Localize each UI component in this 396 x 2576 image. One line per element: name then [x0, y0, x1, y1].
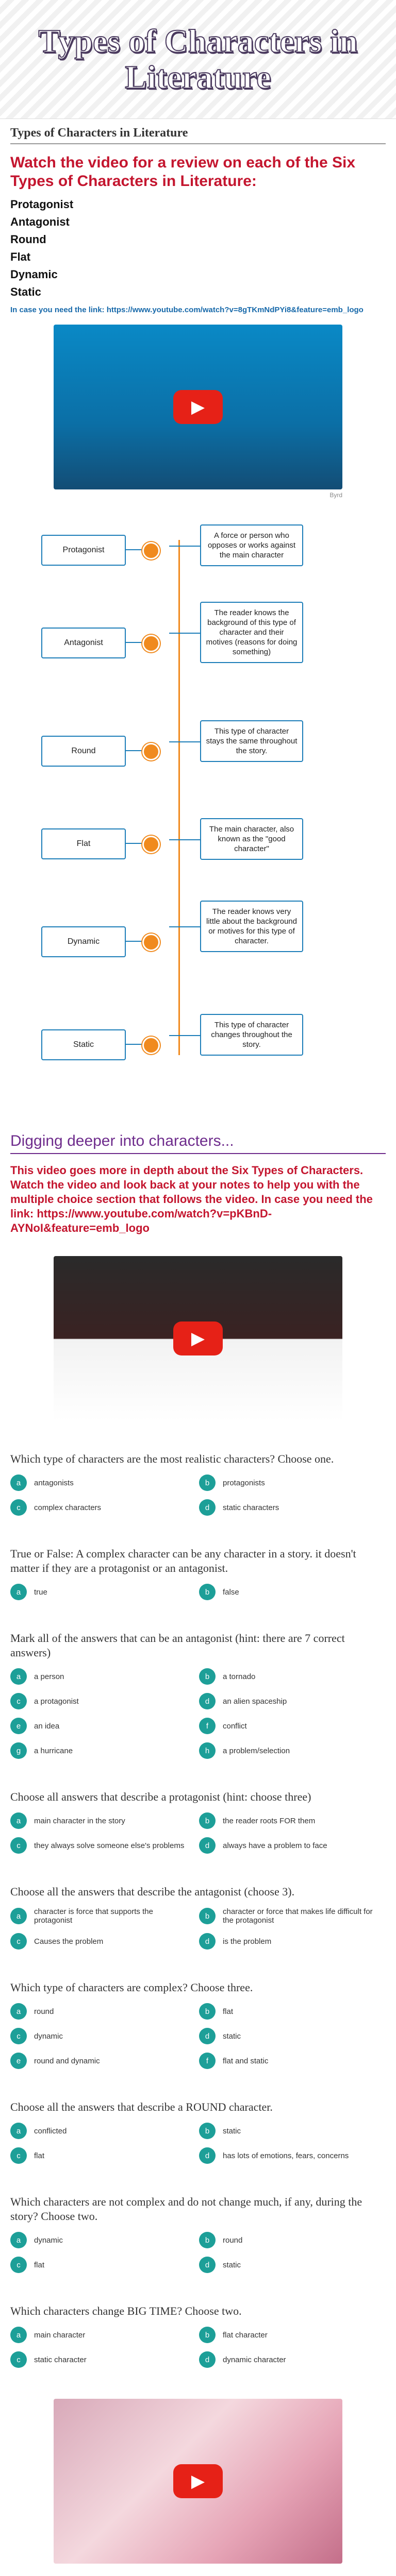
answer-option[interactable]	[10, 2351, 186, 2368]
answer-option[interactable]	[10, 1475, 186, 1491]
option-label: a person	[34, 1672, 64, 1681]
option-label: a hurricane	[34, 1746, 73, 1755]
answer-option[interactable]	[10, 1499, 186, 1516]
flow-character-box[interactable]: Antagonist	[41, 628, 126, 658]
answer-option[interactable]	[10, 1812, 186, 1829]
flow-definition-box[interactable]: The reader knows the background of this type of character and their motives (reasons for doing something)	[200, 602, 303, 663]
answer-option[interactable]	[199, 2351, 374, 2368]
intro-instructions: Watch the video for a review on each of the Six Types of Characters in Literature:	[10, 154, 356, 190]
option-letter-badge[interactable]: d	[199, 1499, 216, 1516]
question-text: Choose all the answers that describe the antagonist (choose 3).	[10, 1885, 295, 1898]
answer-option[interactable]	[199, 2123, 374, 2139]
answer-option[interactable]	[10, 1837, 186, 1854]
video-embed-2[interactable]	[54, 1256, 342, 1421]
answer-options	[10, 2003, 386, 2069]
option-label: character is force that supports the protagonist	[34, 1907, 153, 1925]
option-label: has lots of emotions, fears, concerns	[223, 2151, 349, 2160]
flow-definition-box[interactable]: The main character, also known as the "good character"	[200, 818, 303, 860]
option-label: flat	[223, 2007, 234, 2016]
play-icon[interactable]: ▶	[173, 390, 223, 424]
option-label: static character	[34, 2355, 87, 2364]
option-label: an alien spaceship	[223, 1697, 287, 1706]
question-block	[10, 1980, 386, 2069]
answer-option[interactable]	[199, 2232, 374, 2248]
option-label: a problem/selection	[223, 1746, 290, 1755]
option-letter-badge[interactable]: b	[199, 2003, 216, 2020]
answer-option[interactable]	[199, 1812, 374, 1829]
answer-option[interactable]	[199, 2147, 374, 2164]
option-label: true	[34, 1587, 47, 1597]
option-letter-badge[interactable]: c	[10, 2257, 27, 2273]
option-label: flat and static	[223, 2056, 269, 2065]
option-letter-badge[interactable]: c	[10, 2147, 27, 2164]
answer-option[interactable]	[10, 1933, 186, 1950]
answer-option[interactable]	[199, 1584, 374, 1600]
quiz-section	[10, 1452, 386, 2576]
option-letter-badge[interactable]: b	[199, 1584, 216, 1600]
option-letter-badge[interactable]: f	[199, 1718, 216, 1734]
option-letter-badge[interactable]: b	[199, 1908, 216, 1924]
option-letter-badge[interactable]: b	[199, 2327, 216, 2343]
flow-character-box[interactable]: Protagonist	[41, 535, 126, 566]
option-letter-badge[interactable]: d	[199, 2028, 216, 2044]
option-letter-badge[interactable]: a	[10, 1668, 27, 1685]
answer-option[interactable]	[199, 2003, 374, 2020]
option-letter-badge[interactable]: a	[10, 1812, 27, 1829]
option-letter-badge[interactable]: d	[199, 2257, 216, 2273]
option-letter-badge[interactable]: b	[199, 1475, 216, 1491]
video-embed-3[interactable]	[54, 2399, 342, 2564]
answer-option[interactable]	[10, 1907, 186, 1925]
answer-option[interactable]	[199, 1718, 374, 1734]
answer-option[interactable]	[10, 1584, 186, 1600]
answer-options	[10, 1668, 386, 1759]
option-label: protagonists	[223, 1478, 265, 1487]
question-block	[10, 1790, 386, 1854]
flow-node-icon	[142, 836, 160, 853]
digging-deeper-text: This video goes more in depth about the Six Types of Characters. Watch the video and look back at your notes to help you with the multiple choice section that follows the video. In case you need the link: https://www.youtube.com/watch?v=pKBnD-AYNoI&feature=emb_logo	[10, 1164, 373, 1234]
answer-option[interactable]	[10, 1718, 186, 1734]
section-title: Types of Characters in Literature	[10, 119, 386, 144]
answer-options	[10, 2327, 386, 2368]
answer-option[interactable]	[199, 1475, 374, 1491]
answer-option[interactable]	[199, 1837, 374, 1854]
term-item: Dynamic	[10, 268, 58, 281]
question-text: Which type of characters are the most realistic characters? Choose one.	[10, 1452, 334, 1465]
option-label: character or force that makes life difficult for the protagonist	[223, 1907, 373, 1925]
character-matching-flowchart	[10, 519, 386, 1096]
play-icon[interactable]: ▶	[173, 2464, 223, 2498]
option-label: false	[223, 1587, 239, 1597]
option-letter-badge[interactable]: d	[199, 1837, 216, 1854]
option-label: a protagonist	[34, 1697, 79, 1706]
answer-option[interactable]	[10, 1693, 186, 1709]
answer-option[interactable]	[199, 2257, 374, 2273]
term-item: Protagonist	[10, 198, 74, 211]
question-block	[10, 1631, 386, 1759]
option-label: static	[223, 2031, 241, 2041]
answer-option[interactable]	[199, 2327, 374, 2343]
flow-character-box[interactable]: Dynamic	[41, 926, 126, 957]
option-label: conflicted	[34, 2126, 67, 2136]
option-letter-badge[interactable]: a	[10, 2327, 27, 2343]
option-label: static	[223, 2260, 241, 2269]
header-banner	[0, 0, 396, 119]
answer-option[interactable]	[199, 1907, 374, 1925]
question-block	[10, 2195, 386, 2273]
option-letter-badge[interactable]: b	[199, 1812, 216, 1829]
flow-node-icon	[142, 743, 160, 760]
answer-option[interactable]	[10, 2123, 186, 2139]
answer-option[interactable]	[199, 2053, 374, 2069]
terms-list	[10, 198, 386, 299]
option-label: always have a problem to face	[223, 1841, 327, 1850]
play-icon[interactable]: ▶	[173, 1321, 223, 1355]
digging-deeper-title: Digging deeper into characters...	[10, 1127, 386, 1154]
page-title: Types of Characters in Literature	[38, 23, 358, 95]
answer-options	[10, 1812, 386, 1854]
flow-node-icon	[142, 542, 160, 560]
option-letter-badge[interactable]: f	[199, 2053, 216, 2069]
option-letter-badge[interactable]: a	[10, 2123, 27, 2139]
answer-option[interactable]	[10, 1742, 186, 1759]
answer-options	[10, 1475, 386, 1516]
option-label: dynamic	[34, 2031, 63, 2041]
option-label: an idea	[34, 1721, 60, 1731]
answer-option[interactable]	[10, 2147, 186, 2164]
option-letter-badge[interactable]: c	[10, 1837, 27, 1854]
question-text: Choose all answers that describe a protagonist (hint: choose three)	[10, 1790, 311, 1803]
video-credit: Byrd	[329, 492, 342, 499]
flow-definition-box[interactable]: The reader knows very little about the background or motives for this type of character.	[200, 901, 303, 952]
option-letter-badge[interactable]: b	[199, 2232, 216, 2248]
option-label: flat	[34, 2151, 45, 2160]
question-text: Mark all of the answers that can be an antagonist (hint: there are 7 correct answers)	[10, 1632, 345, 1659]
option-label: dynamic character	[223, 2355, 286, 2364]
option-letter-badge[interactable]: c	[10, 1933, 27, 1950]
option-letter-badge[interactable]: b	[199, 2123, 216, 2139]
term-item: Antagonist	[10, 215, 70, 228]
option-letter-badge[interactable]: b	[199, 1668, 216, 1685]
flow-definition-box[interactable]: A force or person who opposes or works against the main character	[200, 524, 303, 566]
option-letter-badge[interactable]: d	[199, 1933, 216, 1950]
flow-character-box[interactable]: Flat	[41, 828, 126, 859]
flow-character-box[interactable]: Static	[41, 1029, 126, 1060]
answer-option[interactable]	[199, 1933, 374, 1950]
answer-option[interactable]	[199, 2028, 374, 2044]
answer-option[interactable]	[10, 1668, 186, 1685]
option-label: is the problem	[223, 1937, 272, 1946]
answer-option[interactable]	[10, 2003, 186, 2020]
flow-connector-line	[178, 540, 180, 1055]
question-text: True or False: A complex character can be any character in a story. it doesn't matter if they are a protagonist or an antagonist.	[10, 1547, 356, 1574]
option-label: main character in the story	[34, 1816, 125, 1825]
option-letter-badge[interactable]: h	[199, 1742, 216, 1759]
option-label: round	[223, 2235, 243, 2245]
answer-option[interactable]	[10, 2257, 186, 2273]
video-link-note[interactable]: In case you need the link: https://www.youtube.com/watch?v=8gTKmNdPYi8&feature=emb_logo	[10, 306, 364, 314]
question-text: Choose all the answers that describe a ROUND character.	[10, 2100, 273, 2113]
option-label: antagonists	[34, 1478, 74, 1487]
question-text: Which characters are not complex and do not change much, if any, during the story? Choose two.	[10, 2195, 362, 2223]
answer-options	[10, 1584, 386, 1600]
term-item: Static	[10, 285, 41, 298]
question-block	[10, 1452, 386, 1516]
flow-node-icon	[142, 934, 160, 951]
term-item: Round	[10, 233, 46, 246]
answer-option[interactable]	[10, 2028, 186, 2044]
option-label: a tornado	[223, 1672, 256, 1681]
option-label: flat character	[223, 2330, 268, 2340]
term-item: Flat	[10, 250, 31, 263]
option-letter-badge[interactable]: c	[10, 2351, 27, 2368]
option-label: static	[223, 2126, 241, 2136]
flow-node-icon	[142, 1037, 160, 1054]
answer-option[interactable]	[199, 1668, 374, 1685]
question-block	[10, 2100, 386, 2164]
option-label: round and dynamic	[34, 2056, 100, 2065]
option-letter-badge[interactable]: d	[199, 2351, 216, 2368]
answer-options	[10, 1907, 386, 1950]
answer-option[interactable]	[10, 2327, 186, 2343]
answer-option[interactable]	[199, 1693, 374, 1709]
answer-option[interactable]	[10, 2053, 186, 2069]
flow-definition-box[interactable]: This type of character stays the same throughout the story.	[200, 720, 303, 762]
answer-options	[10, 2123, 386, 2164]
option-label: static characters	[223, 1503, 279, 1512]
option-letter-badge[interactable]: d	[199, 2147, 216, 2164]
answer-option[interactable]	[10, 2232, 186, 2248]
option-letter-badge[interactable]: e	[10, 2053, 27, 2069]
option-letter-badge[interactable]: a	[10, 1584, 27, 1600]
question-text: Which characters change BIG TIME? Choose two.	[10, 2304, 242, 2317]
option-letter-badge[interactable]: g	[10, 1742, 27, 1759]
option-letter-badge[interactable]: a	[10, 1908, 27, 1924]
video-embed-1[interactable]	[54, 325, 342, 489]
option-label: they always solve someone else's problems	[34, 1841, 185, 1850]
question-block	[10, 1547, 386, 1600]
flow-node-icon	[142, 635, 160, 652]
flow-character-box[interactable]: Round	[41, 736, 126, 767]
option-letter-badge[interactable]: a	[10, 1475, 27, 1491]
option-label: flat	[34, 2260, 45, 2269]
answer-options	[10, 2232, 386, 2273]
option-label: the reader roots FOR them	[223, 1816, 316, 1825]
option-letter-badge[interactable]: a	[10, 2232, 27, 2248]
option-letter-badge[interactable]: e	[10, 1718, 27, 1734]
option-label: main character	[34, 2330, 86, 2340]
question-block	[10, 2304, 386, 2368]
flow-definition-box[interactable]: This type of character changes throughout the story.	[200, 1014, 303, 1056]
option-label: conflict	[223, 1721, 247, 1731]
answer-option[interactable]	[199, 1742, 374, 1759]
option-letter-badge[interactable]: c	[10, 2028, 27, 2044]
option-letter-badge[interactable]: c	[10, 1693, 27, 1709]
option-letter-badge[interactable]: d	[199, 1693, 216, 1709]
option-label: complex characters	[34, 1503, 102, 1512]
option-label: dynamic	[34, 2235, 63, 2245]
main-content	[0, 119, 396, 2576]
option-label: Causes the problem	[34, 1937, 104, 1946]
question-text: Which type of characters are complex? Choose three.	[10, 1981, 253, 1994]
option-letter-badge[interactable]: c	[10, 1499, 27, 1516]
option-label: round	[34, 2007, 54, 2016]
option-letter-badge[interactable]: a	[10, 2003, 27, 2020]
question-block	[10, 1885, 386, 1950]
answer-option[interactable]	[199, 1499, 374, 1516]
